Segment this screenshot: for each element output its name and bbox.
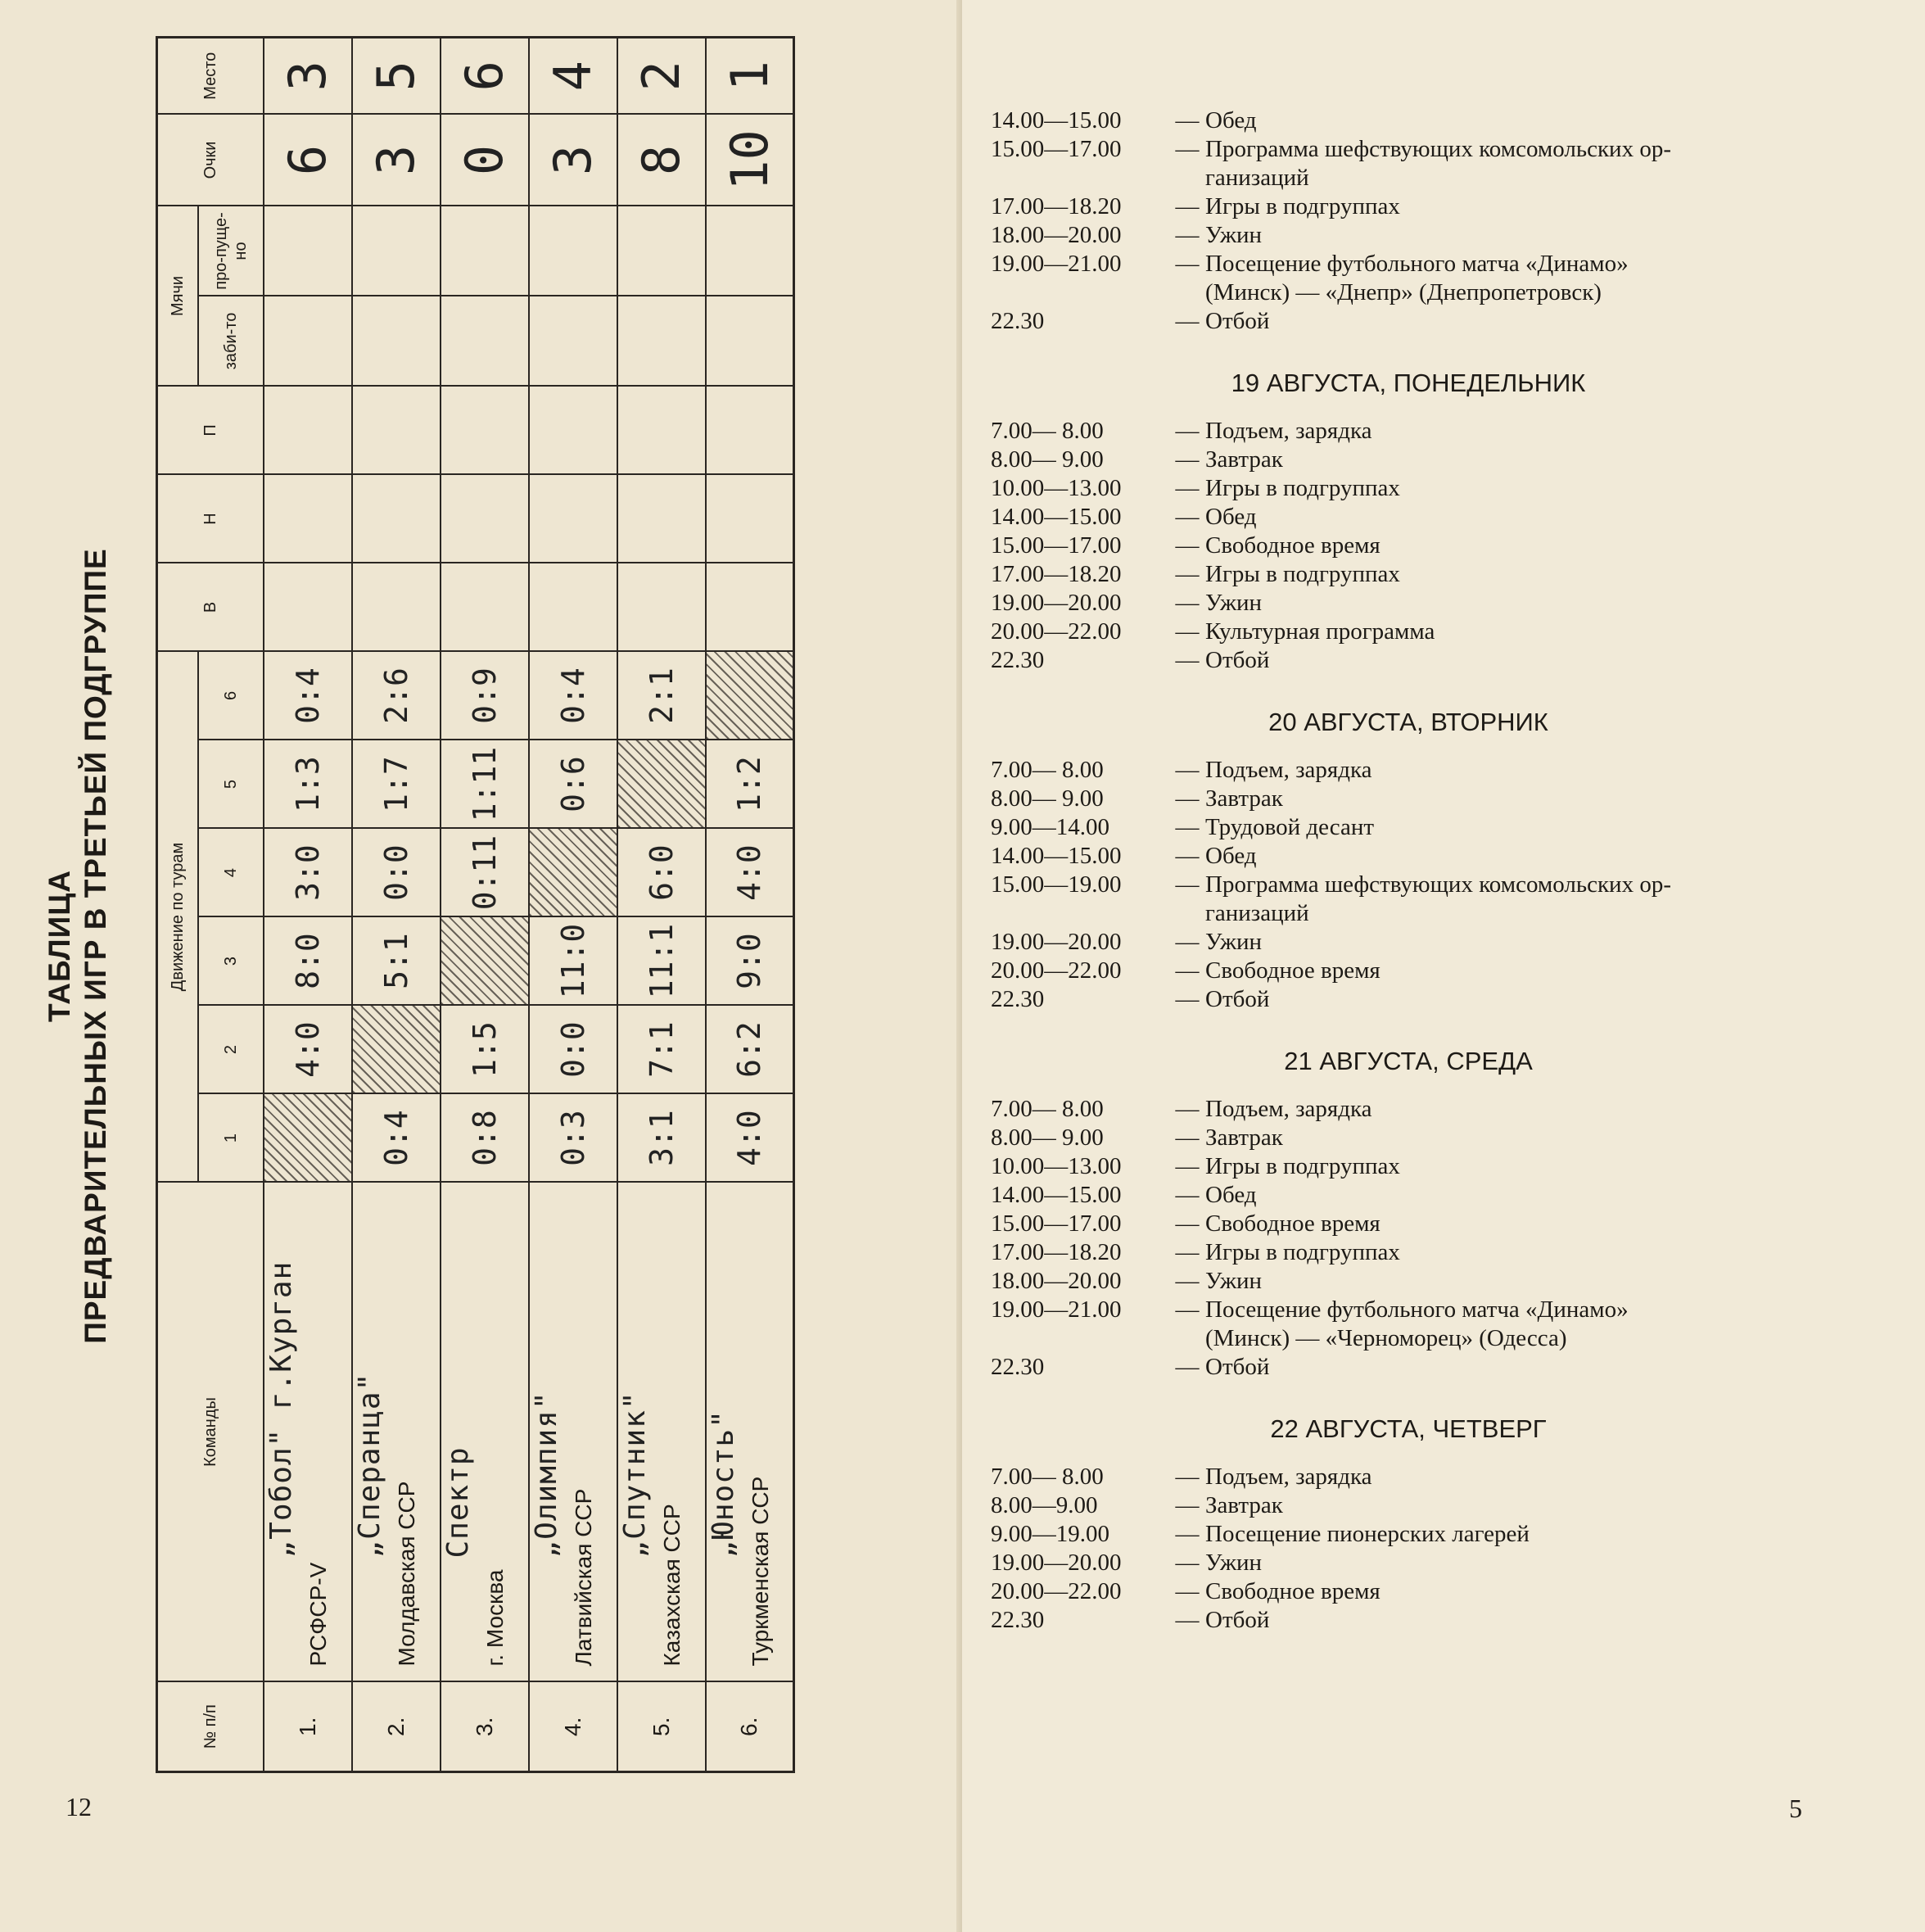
schedule-time: 7.00— 8.00 bbox=[991, 418, 1104, 444]
schedule-activity-continued: ганизаций bbox=[1205, 900, 1309, 926]
schedule-activity: Ужин bbox=[1205, 222, 1263, 248]
schedule-time: 7.00— 8.00 bbox=[991, 1464, 1104, 1490]
schedule-item bbox=[991, 842, 1826, 871]
schedule-time: 19.00—21.00 bbox=[991, 251, 1122, 277]
round-score: 4:0 bbox=[264, 1006, 352, 1094]
round-score: 1:7 bbox=[352, 740, 441, 829]
self-match-cell bbox=[529, 829, 617, 917]
conceded-cell bbox=[441, 206, 529, 296]
team-cell bbox=[352, 1183, 441, 1682]
draws-cell bbox=[529, 474, 617, 563]
place-cell: 2 bbox=[617, 37, 706, 114]
schedule-item bbox=[991, 1124, 1826, 1152]
conceded-cell bbox=[529, 206, 617, 296]
schedule-activity: Культурная программа bbox=[1205, 618, 1435, 645]
self-match-cell bbox=[264, 1094, 352, 1183]
schedule-time: 20.00—22.00 bbox=[991, 1578, 1122, 1604]
place-cell: 4 bbox=[529, 37, 617, 114]
round-score: 1:3 bbox=[264, 740, 352, 829]
round-score: 6:2 bbox=[706, 1006, 794, 1094]
schedule-dash: — bbox=[1175, 986, 1200, 1012]
schedule-item bbox=[991, 532, 1826, 560]
schedule-time: 10.00—13.00 bbox=[991, 1153, 1122, 1179]
schedule-item bbox=[991, 1181, 1826, 1210]
schedule-activity: Программа шефствующих комсомольских ор- bbox=[1205, 136, 1671, 162]
schedule-activity: Ужин bbox=[1205, 1268, 1263, 1294]
schedule-item bbox=[991, 646, 1826, 675]
header-place: Место bbox=[157, 37, 264, 114]
self-match-cell bbox=[441, 917, 529, 1006]
schedule-activity: Игры в подгруппах bbox=[1205, 1153, 1400, 1179]
round-score: 0:11 bbox=[441, 829, 529, 917]
club-name: Спектр bbox=[441, 1446, 475, 1559]
schedule-activity: Игры в подгруппах bbox=[1205, 561, 1400, 587]
schedule-dash: — bbox=[1175, 1578, 1200, 1604]
header-scored: заби-то bbox=[198, 296, 264, 386]
schedule-time: 20.00—22.00 bbox=[991, 618, 1122, 645]
round-score: 7:1 bbox=[617, 1006, 706, 1094]
header-round-4: 4 bbox=[198, 829, 264, 917]
club-name: „Спутник" bbox=[617, 1391, 652, 1559]
table-row bbox=[264, 37, 352, 1771]
conceded-cell bbox=[264, 206, 352, 296]
losses-cell bbox=[529, 386, 617, 474]
schedule-item bbox=[991, 1210, 1826, 1238]
conceded-cell bbox=[352, 206, 441, 296]
table-row bbox=[617, 37, 706, 1771]
losses-cell bbox=[617, 386, 706, 474]
schedule-time: 8.00— 9.00 bbox=[991, 785, 1104, 812]
header-teams: Команды bbox=[157, 1183, 264, 1682]
schedule-time: 22.30 bbox=[991, 647, 1045, 673]
schedule-dash: — bbox=[1175, 1607, 1200, 1633]
left-page bbox=[0, 0, 962, 1932]
draws-cell bbox=[441, 474, 529, 563]
losses-cell bbox=[441, 386, 529, 474]
schedule-item bbox=[991, 813, 1826, 842]
schedule-time: 15.00—17.00 bbox=[991, 532, 1122, 559]
schedule-dash: — bbox=[1175, 532, 1200, 559]
round-score: 0:4 bbox=[264, 651, 352, 740]
wins-cell bbox=[441, 563, 529, 651]
round-score: 1:2 bbox=[706, 740, 794, 829]
schedule-item bbox=[991, 106, 1826, 135]
schedule-dash: — bbox=[1175, 561, 1200, 587]
team-cell bbox=[706, 1183, 794, 1682]
schedule-dash: — bbox=[1175, 1464, 1200, 1490]
points-cell: 6 bbox=[264, 114, 352, 206]
schedule-dash: — bbox=[1175, 1354, 1200, 1380]
schedule-dash: — bbox=[1175, 757, 1200, 783]
schedule-activity: Посещение футбольного матча «Динамо» bbox=[1205, 251, 1629, 277]
schedule-dash: — bbox=[1175, 1492, 1200, 1518]
schedule-item bbox=[991, 417, 1826, 446]
schedule-item bbox=[991, 957, 1826, 985]
schedule-activity: Отбой bbox=[1205, 1607, 1270, 1633]
schedule-dash: — bbox=[1175, 590, 1200, 616]
club-name: „Олимпия" bbox=[529, 1391, 563, 1559]
points-cell: 8 bbox=[617, 114, 706, 206]
table-row bbox=[352, 37, 441, 1771]
draws-cell bbox=[617, 474, 706, 563]
page-number-right: 5 bbox=[1789, 1794, 1802, 1823]
schedule-item bbox=[991, 221, 1826, 250]
page-number-left: 12 bbox=[66, 1792, 92, 1821]
round-score: 8:0 bbox=[264, 917, 352, 1006]
schedule-activity: Свободное время bbox=[1205, 1578, 1380, 1604]
header-rounds: Движение по турам bbox=[157, 651, 198, 1182]
schedule-dash: — bbox=[1175, 957, 1200, 984]
schedule-dash: — bbox=[1175, 446, 1200, 473]
schedule-activity: Трудовой десант bbox=[1205, 814, 1375, 840]
schedule-time: 19.00—20.00 bbox=[991, 1550, 1122, 1576]
schedule-activity: Завтрак bbox=[1205, 446, 1283, 473]
schedule-item bbox=[991, 1152, 1826, 1181]
schedule-activity: Подъем, зарядка bbox=[1205, 1464, 1372, 1490]
schedule-dash: — bbox=[1175, 1124, 1200, 1151]
schedule-activity: Подъем, зарядка bbox=[1205, 1096, 1372, 1122]
round-score: 5:1 bbox=[352, 917, 441, 1006]
round-score: 0:8 bbox=[441, 1094, 529, 1183]
schedule-dash: — bbox=[1175, 136, 1200, 162]
schedule-item bbox=[991, 785, 1826, 813]
schedule-dash: — bbox=[1175, 504, 1200, 530]
schedule-dash: — bbox=[1175, 251, 1200, 277]
schedule-activity: Игры в подгруппах bbox=[1205, 1239, 1400, 1265]
row-number: 4. bbox=[529, 1682, 617, 1772]
round-score: 0:9 bbox=[441, 651, 529, 740]
schedule-dash: — bbox=[1175, 1296, 1200, 1323]
schedule-time: 18.00—20.00 bbox=[991, 222, 1122, 248]
round-score: 11:1 bbox=[617, 917, 706, 1006]
draws-cell bbox=[706, 474, 794, 563]
self-match-cell bbox=[706, 651, 794, 740]
header-n: Н bbox=[157, 474, 264, 563]
scored-cell bbox=[617, 296, 706, 386]
team-name: Молдавская ССР bbox=[393, 1481, 419, 1667]
wins-cell bbox=[264, 563, 352, 651]
team-name: г. Москва bbox=[481, 1569, 508, 1667]
schedule-time: 19.00—21.00 bbox=[991, 1296, 1122, 1323]
header-points: Очки bbox=[157, 114, 264, 206]
daily-schedule bbox=[991, 106, 1826, 1635]
header-round-6: 6 bbox=[198, 651, 264, 740]
schedule-activity: Отбой bbox=[1205, 1354, 1270, 1380]
schedule-dash: — bbox=[1175, 475, 1200, 501]
round-score: 11:0 bbox=[529, 917, 617, 1006]
conceded-cell bbox=[617, 206, 706, 296]
round-score: 2:1 bbox=[617, 651, 706, 740]
team-name: Латвийская ССР bbox=[570, 1488, 596, 1667]
schedule-item bbox=[991, 1353, 1826, 1382]
schedule-item bbox=[991, 928, 1826, 957]
schedule-dash: — bbox=[1175, 418, 1200, 444]
schedule-dash: — bbox=[1175, 929, 1200, 955]
schedule-activity: Посещение футбольного матча «Динамо» bbox=[1205, 1296, 1629, 1323]
schedule-activity: Подъем, зарядка bbox=[1205, 757, 1372, 783]
round-score: 0:6 bbox=[529, 740, 617, 829]
schedule-time: 22.30 bbox=[991, 1607, 1045, 1633]
schedule-item bbox=[991, 618, 1826, 646]
scored-cell bbox=[264, 296, 352, 386]
schedule-time: 8.00— 9.00 bbox=[991, 446, 1104, 473]
schedule-activity: Ужин bbox=[1205, 1550, 1263, 1576]
schedule-activity: Обед bbox=[1205, 843, 1257, 869]
schedule-dash: — bbox=[1175, 107, 1200, 133]
schedule-item bbox=[991, 1491, 1826, 1520]
schedule-time: 22.30 bbox=[991, 986, 1045, 1012]
schedule-activity-continued: ганизаций bbox=[1205, 165, 1309, 191]
schedule-item bbox=[991, 1095, 1826, 1124]
team-name: Казахская ССР bbox=[658, 1504, 685, 1667]
round-score: 3:0 bbox=[264, 829, 352, 917]
schedule-time: 17.00—18.20 bbox=[991, 1239, 1122, 1265]
schedule-item bbox=[991, 307, 1826, 336]
day-heading: 22 АВГУСТА, ЧЕТВЕРГ bbox=[1270, 1414, 1547, 1443]
round-score: 3:1 bbox=[617, 1094, 706, 1183]
schedule-time: 7.00— 8.00 bbox=[991, 1096, 1104, 1122]
losses-cell bbox=[706, 386, 794, 474]
row-number: 5. bbox=[617, 1682, 706, 1772]
table-row bbox=[706, 37, 794, 1771]
club-name: „Юность" bbox=[706, 1409, 740, 1559]
schedule-time: 14.00—15.00 bbox=[991, 504, 1122, 530]
schedule-time: 15.00—19.00 bbox=[991, 871, 1122, 898]
schedule-dash: — bbox=[1175, 1268, 1200, 1294]
scored-cell bbox=[706, 296, 794, 386]
schedule-activity: Обед bbox=[1205, 107, 1257, 133]
losses-cell bbox=[264, 386, 352, 474]
schedule-activity: Программа шефствующих комсомольских ор- bbox=[1205, 871, 1671, 898]
schedule-time: 19.00—20.00 bbox=[991, 590, 1122, 616]
schedule-activity: Игры в подгруппах bbox=[1205, 475, 1400, 501]
schedule-dash: — bbox=[1175, 193, 1200, 219]
schedule-time: 17.00—18.20 bbox=[991, 193, 1122, 219]
schedule-activity: Обед bbox=[1205, 1182, 1257, 1208]
points-cell: 3 bbox=[529, 114, 617, 206]
schedule-activity: Свободное время bbox=[1205, 532, 1380, 559]
round-score: 2:6 bbox=[352, 651, 441, 740]
schedule-activity: Свободное время bbox=[1205, 957, 1380, 984]
schedule-time: 20.00—22.00 bbox=[991, 957, 1122, 984]
schedule-item bbox=[991, 589, 1826, 618]
points-cell: 3 bbox=[352, 114, 441, 206]
header-balls: Мячи bbox=[157, 206, 198, 386]
schedule-item bbox=[991, 560, 1826, 589]
schedule-dash: — bbox=[1175, 647, 1200, 673]
schedule-time: 14.00—15.00 bbox=[991, 107, 1122, 133]
schedule-dash: — bbox=[1175, 222, 1200, 248]
schedule-activity: Свободное время bbox=[1205, 1210, 1380, 1237]
schedule-item bbox=[991, 192, 1826, 221]
round-score: 0:4 bbox=[529, 651, 617, 740]
schedule-time: 8.00— 9.00 bbox=[991, 1124, 1104, 1151]
schedule-activity: Отбой bbox=[1205, 308, 1270, 334]
row-number: 1. bbox=[264, 1682, 352, 1772]
round-score: 4:0 bbox=[706, 829, 794, 917]
day-heading: 21 АВГУСТА, СРЕДА bbox=[1284, 1047, 1533, 1075]
table-row bbox=[529, 37, 617, 1771]
schedule-dash: — bbox=[1175, 785, 1200, 812]
points-cell: 10 bbox=[706, 114, 794, 206]
schedule-dash: — bbox=[1175, 618, 1200, 645]
schedule-dash: — bbox=[1175, 1239, 1200, 1265]
schedule-dash: — bbox=[1175, 1153, 1200, 1179]
row-number: 6. bbox=[706, 1682, 794, 1772]
round-score: 0:4 bbox=[352, 1094, 441, 1183]
header-round-1: 1 bbox=[198, 1094, 264, 1183]
schedule-time: 9.00—14.00 bbox=[991, 814, 1109, 840]
team-cell bbox=[441, 1183, 529, 1682]
header-round-2: 2 bbox=[198, 1006, 264, 1094]
rotated-standings-block bbox=[43, 52, 811, 1773]
schedule-item bbox=[991, 446, 1826, 474]
schedule-item bbox=[991, 1296, 1826, 1324]
header-p: П bbox=[157, 386, 264, 474]
team-name: РСФСР-V bbox=[305, 1562, 331, 1667]
place-cell: 6 bbox=[441, 37, 529, 114]
points-cell: 0 bbox=[441, 114, 529, 206]
schedule-item bbox=[991, 503, 1826, 532]
losses-cell bbox=[352, 386, 441, 474]
schedule-time: 22.30 bbox=[991, 308, 1045, 334]
schedule-dash: — bbox=[1175, 871, 1200, 898]
schedule-time: 7.00— 8.00 bbox=[991, 757, 1104, 783]
header-round-5: 5 bbox=[198, 740, 264, 829]
table-row bbox=[441, 37, 529, 1771]
schedule-time: 8.00—9.00 bbox=[991, 1492, 1098, 1518]
team-cell bbox=[617, 1183, 706, 1682]
draws-cell bbox=[352, 474, 441, 563]
schedule-activity: Ужин bbox=[1205, 929, 1263, 955]
club-name: „Сперанца" bbox=[352, 1372, 386, 1559]
schedule-activity: Обед bbox=[1205, 504, 1257, 530]
schedule-dash: — bbox=[1175, 814, 1200, 840]
schedule-activity: Завтрак bbox=[1205, 1492, 1283, 1518]
schedule-dash: — bbox=[1175, 308, 1200, 334]
place-cell: 3 bbox=[264, 37, 352, 114]
schedule-dash: — bbox=[1175, 1210, 1200, 1237]
schedule-item bbox=[991, 985, 1826, 1014]
day-heading: 20 АВГУСТА, ВТОРНИК bbox=[1268, 708, 1548, 736]
schedule-item bbox=[991, 1549, 1826, 1577]
schedule-activity: Завтрак bbox=[1205, 785, 1283, 812]
self-match-cell bbox=[352, 1006, 441, 1094]
header-v: В bbox=[157, 563, 264, 651]
schedule-time: 19.00—20.00 bbox=[991, 929, 1122, 955]
schedule-activity: Отбой bbox=[1205, 647, 1270, 673]
schedule-item bbox=[991, 1267, 1826, 1296]
schedule-item bbox=[991, 1606, 1826, 1635]
scored-cell bbox=[441, 296, 529, 386]
schedule-dash: — bbox=[1175, 1550, 1200, 1576]
team-cell bbox=[529, 1183, 617, 1682]
round-score: 4:0 bbox=[706, 1094, 794, 1183]
wins-cell bbox=[706, 563, 794, 651]
scored-cell bbox=[352, 296, 441, 386]
schedule-dash: — bbox=[1175, 1521, 1200, 1547]
header-num: № п/п bbox=[157, 1682, 264, 1772]
wins-cell bbox=[617, 563, 706, 651]
schedule-time: 17.00—18.20 bbox=[991, 561, 1122, 587]
round-score: 0:0 bbox=[529, 1006, 617, 1094]
schedule-time: 14.00—15.00 bbox=[991, 843, 1122, 869]
club-name: „Тобол" г.Курган bbox=[264, 1260, 298, 1559]
schedule-activity: Посещение пионерских лагерей bbox=[1205, 1521, 1530, 1547]
self-match-cell bbox=[617, 740, 706, 829]
schedule-time: 15.00—17.00 bbox=[991, 136, 1122, 162]
schedule-activity: Ужин bbox=[1205, 590, 1263, 616]
header-conceded: про-пуще-но bbox=[198, 206, 264, 296]
schedule-time: 18.00—20.00 bbox=[991, 1268, 1122, 1294]
round-score: 0:0 bbox=[352, 829, 441, 917]
schedule-time: 22.30 bbox=[991, 1354, 1045, 1380]
day-heading: 19 АВГУСТА, ПОНЕДЕЛЬНИК bbox=[1231, 369, 1586, 397]
schedule-time: 14.00—15.00 bbox=[991, 1182, 1122, 1208]
scored-cell bbox=[529, 296, 617, 386]
schedule-item bbox=[991, 871, 1826, 899]
table-title: ТАБЛИЦА bbox=[43, 870, 76, 1022]
schedule-activity-continued: (Минск) — «Черноморец» (Одесса) bbox=[1205, 1325, 1567, 1351]
table-subtitle: ПРЕДВАРИТЕЛЬНЫХ ИГР В ТРЕТЬЕЙ ПОДГРУППЕ bbox=[79, 548, 112, 1344]
schedule-activity-continued: (Минск) — «Днепр» (Днепропетровск) bbox=[1205, 279, 1602, 305]
round-score: 1:11 bbox=[441, 740, 529, 829]
schedule-item bbox=[991, 1577, 1826, 1606]
standings-table bbox=[156, 36, 795, 1773]
round-score: 9:0 bbox=[706, 917, 794, 1006]
row-number: 2. bbox=[352, 1682, 441, 1772]
schedule-activity: Игры в подгруппах bbox=[1205, 193, 1400, 219]
row-number: 3. bbox=[441, 1682, 529, 1772]
schedule-activity: Подъем, зарядка bbox=[1205, 418, 1372, 444]
team-name: Туркменская ССР bbox=[747, 1476, 773, 1667]
schedule-time: 15.00—17.00 bbox=[991, 1210, 1122, 1237]
schedule-item bbox=[991, 135, 1826, 164]
place-cell: 5 bbox=[352, 37, 441, 114]
schedule-item bbox=[991, 1520, 1826, 1549]
schedule-dash: — bbox=[1175, 1182, 1200, 1208]
wins-cell bbox=[529, 563, 617, 651]
schedule-dash: — bbox=[1175, 843, 1200, 869]
conceded-cell bbox=[706, 206, 794, 296]
draws-cell bbox=[264, 474, 352, 563]
round-score: 1:5 bbox=[441, 1006, 529, 1094]
schedule-item bbox=[991, 756, 1826, 785]
round-score: 0:3 bbox=[529, 1094, 617, 1183]
schedule-time: 10.00—13.00 bbox=[991, 475, 1122, 501]
round-score: 6:0 bbox=[617, 829, 706, 917]
schedule-dash: — bbox=[1175, 1096, 1200, 1122]
schedule-item bbox=[991, 1238, 1826, 1267]
schedule-item bbox=[991, 250, 1826, 278]
schedule-activity: Отбой bbox=[1205, 986, 1270, 1012]
schedule-item bbox=[991, 474, 1826, 503]
wins-cell bbox=[352, 563, 441, 651]
schedule-time: 9.00—19.00 bbox=[991, 1521, 1109, 1547]
place-cell: 1 bbox=[706, 37, 794, 114]
header-round-3: 3 bbox=[198, 917, 264, 1006]
schedule-item bbox=[991, 1463, 1826, 1491]
schedule-activity: Завтрак bbox=[1205, 1124, 1283, 1151]
team-cell bbox=[264, 1183, 352, 1682]
